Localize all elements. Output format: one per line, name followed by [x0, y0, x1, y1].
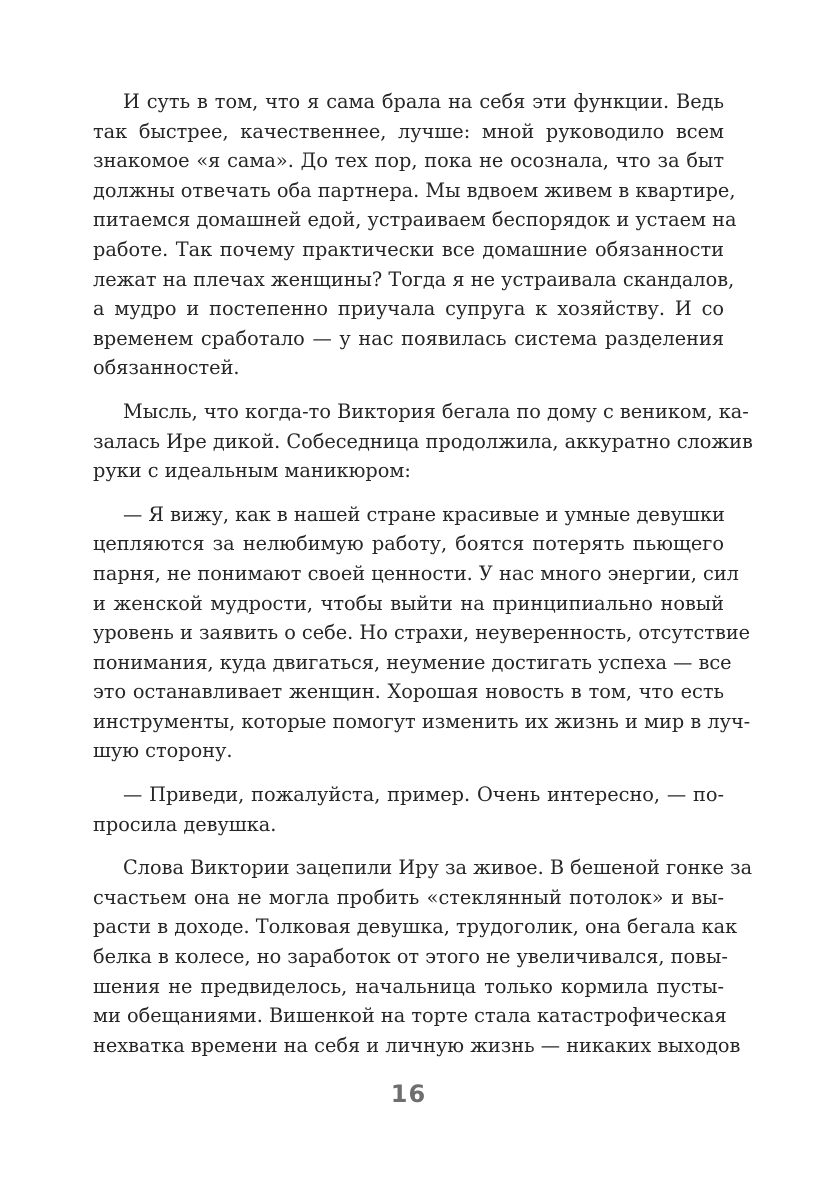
text-line: инструменты, которые помогут изменить их жизнь и мир в луч-: [93, 709, 751, 733]
text-line: шую сторону.: [93, 739, 233, 763]
text-line: понимания, куда двигаться, неумение достигать успеха — все: [93, 650, 732, 674]
text-line: ми обещаниями. Вишенкой на торте стала катастрофическая: [93, 1004, 727, 1028]
text-line: нехватка времени на себя и личную жизнь — никаких выходов: [93, 1033, 741, 1057]
text-line: и женской мудрости, чтобы выйти на принципиально новый: [93, 591, 724, 615]
text-line: Мысль, что когда-то Виктория бегала по дому с веником, ка-: [123, 399, 749, 423]
text-line: питаемся домашней едой, устраиваем беспорядок и устаем на: [93, 208, 737, 232]
text-line: шения не предвиделось, начальница только кормила пусты-: [93, 974, 724, 998]
text-line: счастьем она не могла пробить «стеклянный потолок» и вы-: [93, 885, 724, 909]
text-line: уровень и заявить о себе. Но страхи, неуверенность, отсутствие: [93, 621, 751, 645]
text-line: работе. Так почему практически все домашние обязанности: [93, 237, 724, 261]
text-line: так быстрее, качественнее, лучше: мной руководило всем: [93, 119, 724, 143]
paragraph-4: [93, 780, 724, 839]
text-line: расти в доходе. Толковая девушка, трудоголик, она бегала как: [93, 915, 738, 939]
text-line: Слова Виктории зацепили Иру за живое. В бешеной гонке за: [123, 856, 753, 880]
text-line: обязанностей.: [93, 356, 240, 380]
text-line: лежат на плечах женщины? Тогда я не устраивала скандалов,: [93, 267, 735, 291]
text-line: — Приведи, пожалуйста, пример. Очень интересно, — по-: [123, 783, 724, 807]
text-line: И суть в том, что я сама брала на себя эти функции. Ведь: [123, 90, 724, 113]
paragraph-3: [93, 500, 751, 766]
text-line: руки с идеальным маникюром:: [93, 459, 411, 483]
text-line: — Я вижу, как в нашей стране красивые и умные девушки: [123, 502, 725, 526]
text-line: знакомое «я сама». До тех пор, пока не осознала, что за быт: [93, 149, 724, 173]
text-line: просила девушка.: [93, 812, 277, 836]
text-line: это останавливает женщин. Хорошая новость в том, что есть: [93, 680, 724, 704]
text-line: цепляются за нелюбимую работу, боятся потерять пьющего: [93, 532, 724, 556]
paragraph-2: [93, 397, 753, 486]
text-line: залась Ире дикой. Собеседница продолжила, аккуратно сложив: [93, 429, 753, 453]
paragraph-5: [93, 853, 753, 1060]
text-line: белка в колесе, но заработок от этого не увеличивался, повы-: [93, 945, 728, 969]
text-line: временем сработало — у нас появилась система разделения: [93, 326, 724, 350]
text-line: а мудро и постепенно приучала супруга к хозяйству. И со: [93, 297, 724, 321]
text-line: парня, не понимают своей ценности. У нас много энергии, сил: [93, 561, 739, 585]
text-line: должны отвечать оба партнера. Мы вдвоем живем в квартире,: [93, 178, 736, 202]
body-text: [93, 87, 753, 1060]
paragraph-1: [93, 87, 737, 383]
page-number: 16: [390, 1080, 427, 1108]
